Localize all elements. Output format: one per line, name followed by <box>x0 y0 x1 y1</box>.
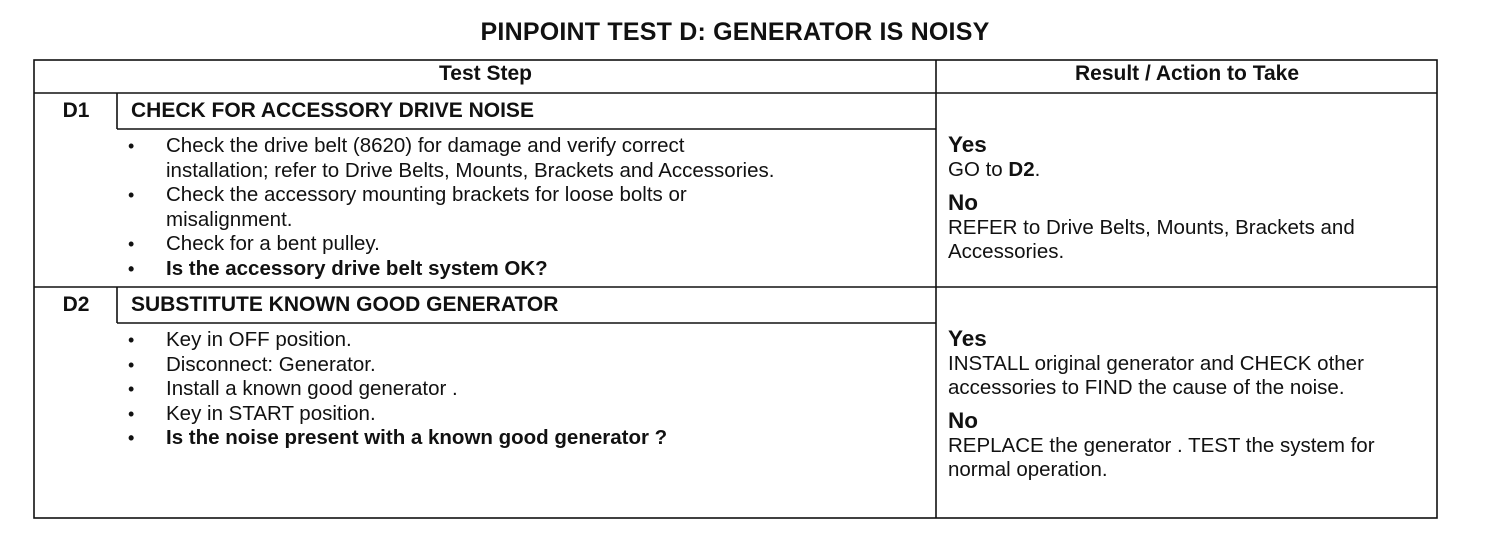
result-no-text: REFER to Drive Belts, Mounts, Brackets and Accessories. <box>948 216 1355 263</box>
step-id-d1: D1 <box>62 99 90 122</box>
step-id-d2: D2 <box>62 293 90 316</box>
step-heading-d1: CHECK FOR ACCESSORY DRIVE NOISE <box>131 99 534 122</box>
result-yes-text: INSTALL original generator and CHECK other accessories to FIND the cause of the noise. <box>948 352 1364 399</box>
result-d1 <box>948 132 1418 264</box>
page-title: PINPOINT TEST D: GENERATOR IS NOISY <box>480 18 990 46</box>
column-header-test-step: Test Step <box>439 62 532 85</box>
list-item: • Install a known good generator . <box>128 377 918 402</box>
result-yes-label: Yes <box>948 326 987 351</box>
result-yes-text: GO to D2. <box>948 158 1041 181</box>
list-item-question: • Is the accessory drive belt system OK? <box>128 257 918 282</box>
list-item: • Key in START position. <box>128 402 918 427</box>
step-heading-d2: SUBSTITUTE KNOWN GOOD GENERATOR <box>131 293 559 316</box>
list-item: • Check for a bent pulley. <box>128 232 918 257</box>
list-item: • Check the accessory mounting brackets for loose bolts or misalignment. <box>128 183 918 232</box>
step-reference-d2: D2 <box>1008 158 1035 181</box>
step-d2-checklist <box>128 328 918 451</box>
result-no-label: No <box>948 408 978 433</box>
result-yes-label: Yes <box>948 132 987 157</box>
list-item: • Disconnect: Generator. <box>128 353 918 378</box>
result-no-label: No <box>948 190 978 215</box>
list-item-question: • Is the noise present with a known good generator ? <box>128 426 918 451</box>
column-header-result-action: Result / Action to Take <box>1074 62 1300 85</box>
result-d2 <box>948 326 1418 482</box>
step-d1-checklist <box>128 134 918 282</box>
list-item: • Key in OFF position. <box>128 328 918 353</box>
list-item: • Check the drive belt (8620) for damage and verify correct installation; refer to Drive Belts, Mounts, Brackets and Accessories. <box>128 134 918 183</box>
result-no-text: REPLACE the generator . TEST the system for normal operation. <box>948 434 1375 481</box>
